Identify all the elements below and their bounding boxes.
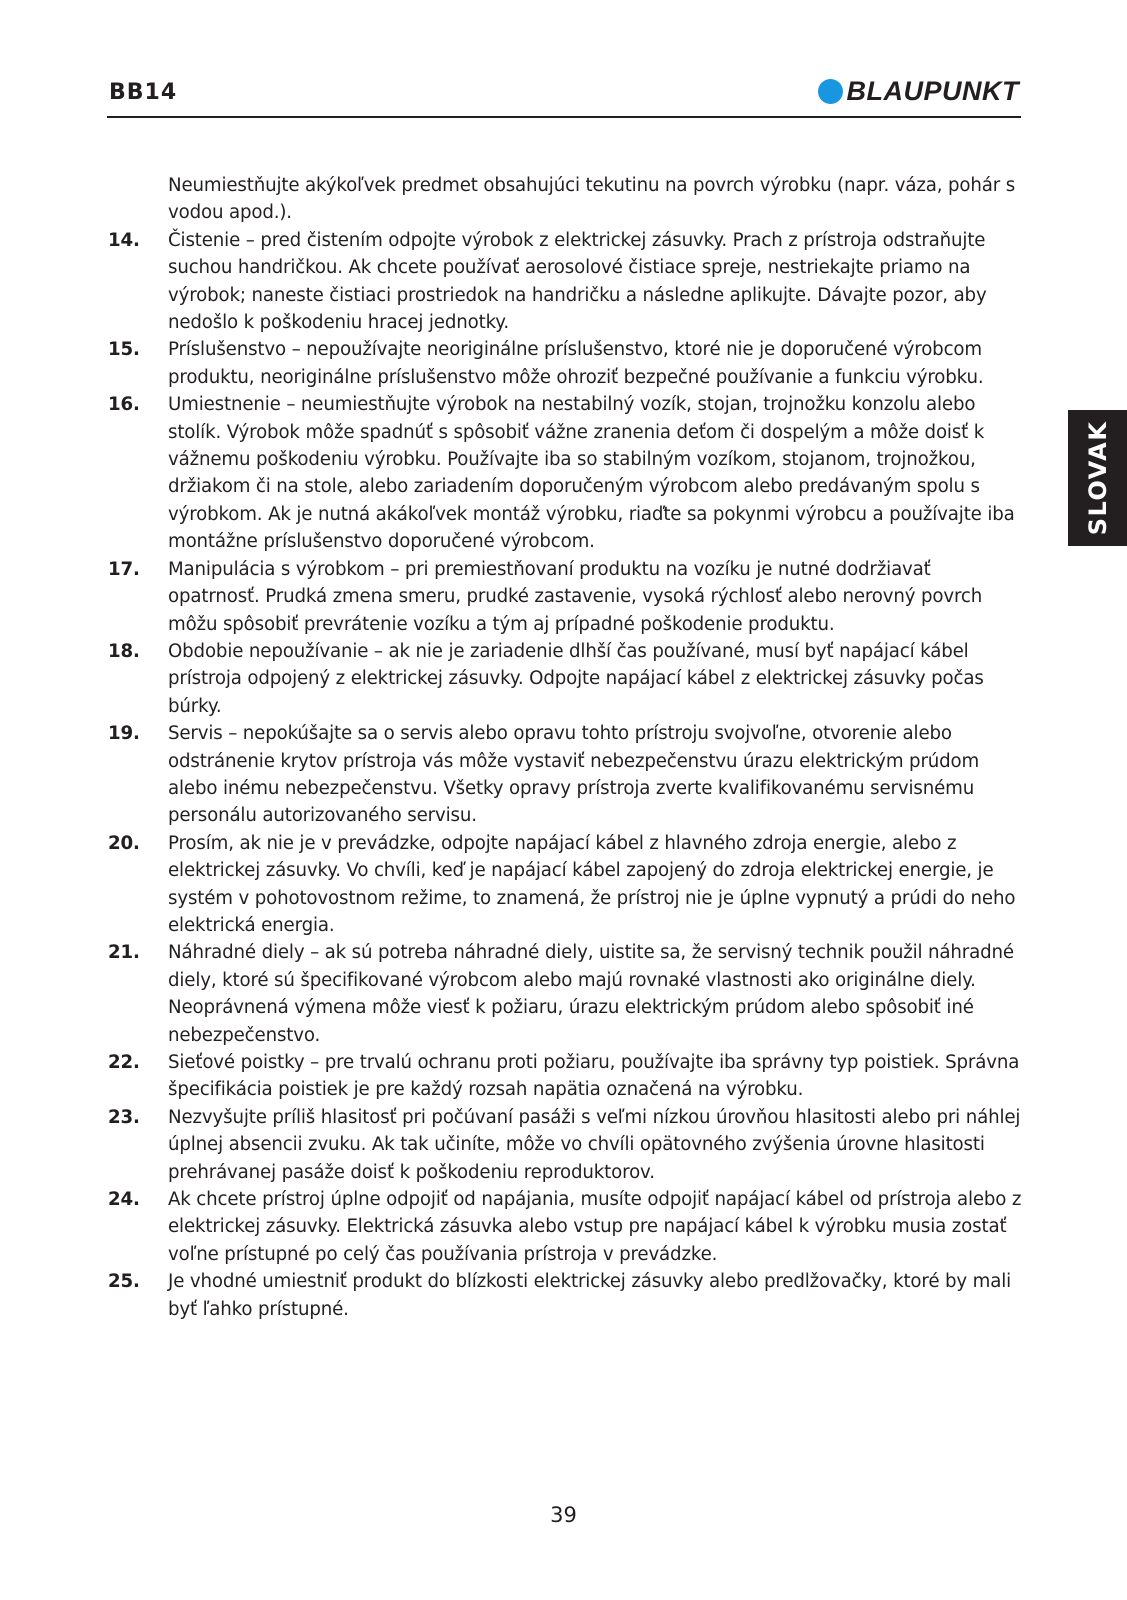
brand-dot-icon: [818, 79, 843, 104]
item-text: Príslušenstvo – nepoužívajte neoriginálne príslušenstvo, ktoré nie je doporučené výrobcom produktu, neoriginálne príslušenstvo môže ohroziť bezpečné používanie a funkciu výrobku.: [168, 339, 984, 388]
intro-text: Neumiestňujte akýkoľvek predmet obsahujúci tekutinu na povrch výrobku (napr. váza, pohár s vodou apod.).: [168, 175, 1016, 224]
item-text: Servis – nepokúšajte sa o servis alebo opravu tohto prístroju svojvoľne, otvorenie alebo odstránenie krytov prístroja vás môže vystaviť nebezpečenstvu úrazu elektrickým prúdom alebo inému nebezpečenstvu. Všetky opravy prístroja zverte kvalifikovanému servisnému personálu autorizovaného servisu.: [168, 723, 980, 827]
item-text: Náhradné diely – ak sú potreba náhradné diely, uistite sa, že servisný technik použil náhradné diely, ktoré sú špecifikované výrobcom alebo majú rovnaké vlastnosti ako originálne diely. Neoprávnená výmena môže viesť k požiaru, úrazu elektrickým prúdom alebo spôsobiť iné nebezpečenstvo.: [168, 942, 1014, 1046]
item-number: 21.: [108, 942, 140, 964]
item-text: Prosím, ak nie je v prevádzke, odpojte napájací kábel z hlavného zdroja energie, alebo z elektrickej zásuvky. Vo chvíli, keď je napájací kábel zapojený do zdroja elektrickej energie, je systém v pohotovostnom režime, to znamená, že prístroj nie je úplne vypnutý a prúdi do neho elektrická energia.: [168, 832, 1016, 936]
instructions-list: [108, 172, 1026, 1323]
list-item: [108, 720, 1026, 830]
item-text: Ak chcete prístroj úplne odpojiť od napájania, musíte odpojiť napájací kábel od prístroja alebo z elektrickej zásuvky. Elektrická zásuvka alebo vstup pre napájací kábel k výrobku musia zostať voľne prístupné po celý čas používania prístroja v prevádzke.: [168, 1189, 1022, 1265]
brand-logo: [818, 76, 1020, 106]
list-item: [108, 227, 1026, 337]
item-number: 18.: [108, 640, 140, 662]
brand-name: BLAUPUNKT: [846, 75, 1019, 106]
item-number: 24.: [108, 1189, 140, 1211]
list-item: [108, 939, 1026, 1049]
list-item: [108, 391, 1026, 555]
item-number: 14.: [108, 229, 140, 251]
item-number: 19.: [108, 723, 140, 745]
list-item: [108, 1268, 1026, 1323]
item-number: 20.: [108, 832, 140, 854]
list-item: [108, 1104, 1026, 1186]
item-text: Nezvyšujte príliš hlasitosť pri počúvaní pasáži s veľmi nízkou úrovňou hlasitosti alebo pri náhlej úplnej absencii zvuku. Ak tak učiníte, môže vo chvíli opätovného zvýšenia úrovne hlasitosti prehrávanej pasáže doisť k poškodeniu reproduktorov.: [168, 1106, 1021, 1183]
item-number: 15.: [108, 339, 140, 361]
item-text: Sieťové poistky – pre trvalú ochranu proti požiaru, používajte iba správny typ poistiek. Správna špecifikácia poistiek je pre každý rozsah napätia označená na výrobku.: [168, 1052, 1020, 1101]
intro-paragraph: [108, 172, 1026, 227]
item-text: Je vhodné umiestniť produkt do blízkosti elektrickej zásuvky alebo predlžovačky, ktoré by mali byť ľahko prístupné.: [168, 1271, 1012, 1320]
item-number: 25.: [108, 1271, 140, 1293]
item-text: Čistenie – pred čistením odpojte výrobok z elektrickej zásuvky. Prach z prístroja odstraňujte suchou handričkou. Ak chcete používať aerosolové čistiace spreje, nestriekajte priamo na výrobok; naneste čistiaci prostriedok na handričku a následne aplikujte. Dávajte pozor, aby nedošlo k poškodeniu hracej jednotky.: [168, 229, 987, 334]
language-tab-label: SLOVAK: [1083, 420, 1112, 536]
list-item: [108, 1049, 1026, 1104]
list-item: [108, 336, 1026, 391]
item-text: Umiestnenie – neumiestňujte výrobok na nestabilný vozík, stojan, trojnožku konzolu alebo stolík. Výrobok môže spadnúť s spôsobiť vážne zranenia deťom či dospelým a môže doisť k vážnemu poškodeniu výrobku. Používajte iba so stabilným vozíkom, stojanom, trojnožkou, držiakom či na stole, alebo zariadením doporučeným výrobcom alebo predávaným spolu s výrobkom. Ak je nutná akákoľvek montáž výrobku, riaďte sa pokynmi výrobcu a používajte iba montážne príslušenstvo doporučené výrobcom.: [168, 394, 1015, 553]
list-item: [108, 1186, 1026, 1268]
item-number: 23.: [108, 1106, 140, 1128]
item-number: 22.: [108, 1052, 140, 1073]
item-text: Manipulácia s výrobkom – pri premiestňovaní produktu na vozíku je nutné dodržiavať opatrnosť. Prudká zmena smeru, prudké zastavenie, vysoká rýchlosť alebo nerovný povrch môžu spôsobiť prevrátenie vozíku a tým aj prípadné poškodenie produktu.: [168, 558, 983, 635]
list-item: [108, 556, 1026, 638]
item-number: 17.: [108, 558, 140, 580]
item-number: 16.: [108, 394, 140, 416]
model-name: BB14: [109, 80, 178, 105]
list-item: [108, 638, 1026, 720]
language-tab: [1068, 410, 1127, 546]
page-header: [107, 76, 1021, 118]
item-text: Obdobie nepoužívanie – ak nie je zariadenie dlhší čas používané, musí byť napájací kábel prístroja odpojený z elektrickej zásuvky. Odpojte napájací kábel z elektrickej zásuvky počas búrky.: [168, 640, 984, 717]
page-number: 39: [550, 1503, 577, 1527]
list-item: [108, 830, 1026, 940]
